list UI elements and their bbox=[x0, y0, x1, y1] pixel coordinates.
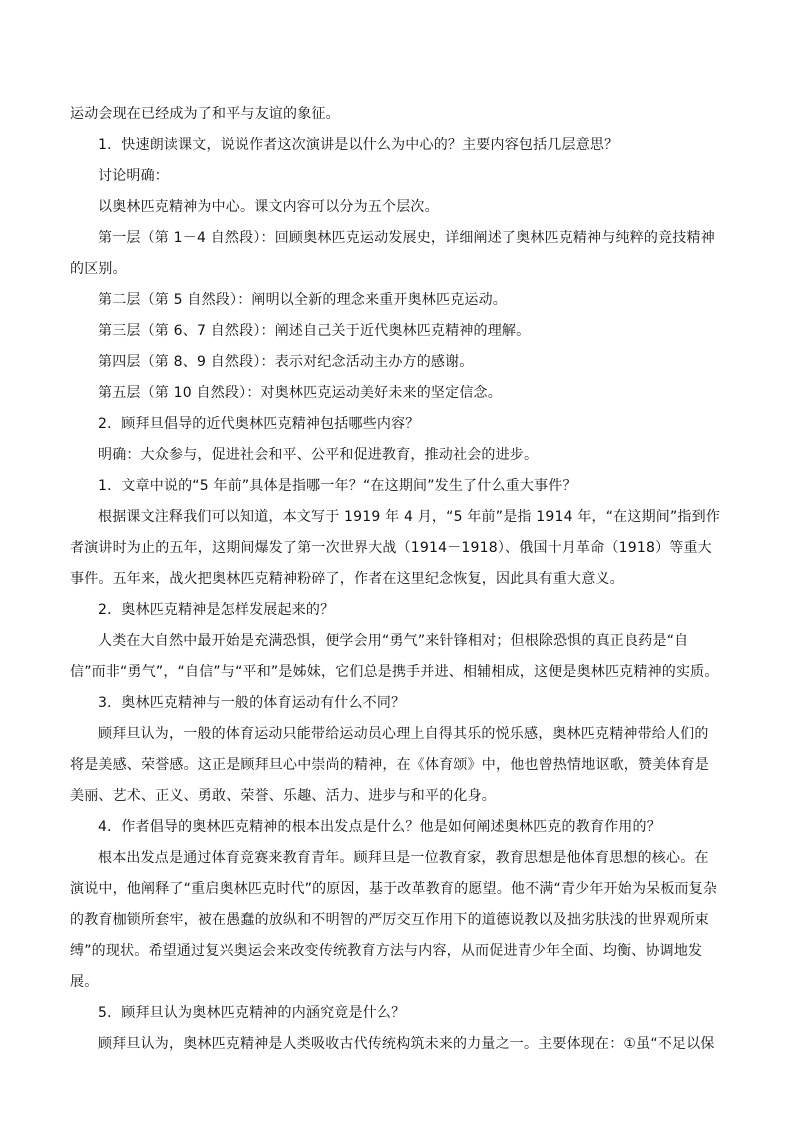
layer-2: 第二层（第 5 自然段）：阐明以全新的理念来重开奥林匹克运动。 bbox=[98, 292, 508, 308]
question-1-speech-center: 1．快速朗读课文，说说作者这次演讲是以什么为中心的？主要内容包括几层意思？ bbox=[98, 137, 619, 153]
answer-difference: 顾拜旦认为，一般的体育运动只能带给运动员心理上自得其乐的悦乐感，奥林匹克精神带给人们的将是美感、荣誉感。这正是顾拜旦心中崇尚的精神，在《体育颂》中，他也曾热情地讴歌，赞美体育是美丽、艺术、正义、勇敢、荣誉、乐趣、活力、进步与和平的化身。 bbox=[70, 726, 709, 804]
answer-five-years: 根据课文注释我们可以知道，本文写于 1919 年 4 月，“5 年前”是指 1914 年，“在这期间”指到作者演讲时为止的五年，这期间爆发了第一次世界大战（1914－1918）、俄国十月革命（1918）等重大事件。五年来，战火把奥林匹克精神粉碎了，作者在这里纪念恢复，因此具有重大意义。 bbox=[70, 509, 721, 587]
question-2-origin: 2．奥林匹克精神是怎样发展起来的？ bbox=[98, 602, 335, 618]
question-4-education: 4．作者倡导的奥林匹克精神的根本出发点是什么？他是如何阐述奥林匹克的教育作用的？ bbox=[98, 819, 661, 835]
question-1-five-years: 1．文章中说的“5 年前”具体是指哪一年？“在这期间”发生了什么重大事件？ bbox=[98, 478, 577, 494]
question-2-modern-spirit: 2．顾拜旦倡导的近代奥林匹克精神包括哪些内容？ bbox=[98, 416, 420, 432]
answer-education: 根本出发点是通过体育竞赛来教育青年。顾拜旦是一位教育家，教育思想是他体育思想的核心。在演说中，他阐释了“重启奥林匹克时代”的原因，基于改革教育的愿望。他不满“青少年开始为呆板而复杂的教育枷锁所套牢，被在愚蠢的放纵和不明智的严厉交互作用下的道德说教以及拙劣肤浅的世界观所束缚”的现状。希望通过复兴奥运会来改变传统教育方法与内容，从而促进青少年全面、均衡、协调地发展。 bbox=[70, 850, 718, 990]
question-5-connotation: 5．顾拜旦认为奥林匹克精神的内涵究竟是什么？ bbox=[98, 1005, 406, 1021]
layer-4: 第四层（第 8、9 自然段）：表示对纪念活动主办方的感谢。 bbox=[98, 354, 474, 370]
answer-2: 明确：大众参与，促进社会和平、公平和促进教育，推动社会的进步。 bbox=[98, 447, 539, 463]
answer-summary: 以奥林匹克精神为中心。课文内容可以分为五个层次。 bbox=[98, 199, 439, 215]
document-body bbox=[70, 99, 722, 1060]
answer-origin: 人类在大自然中最开始是充满恐惧，便学会用“勇气”来针锋相对；但根除恐惧的真正良药是“自信”而非“勇气”，“自信”与“平和”是姊妹，它们总是携手并进、相辅相成，这便是奥林匹克精神的实质。 bbox=[70, 633, 719, 680]
layer-1: 第一层（第 1－4 自然段）：回顾奥林匹克运动发展史，详细阐述了奥林匹克精神与纯粹的竞技精神的区别。 bbox=[70, 230, 715, 277]
question-3-difference: 3．奥林匹克精神与一般的体育运动有什么不同？ bbox=[98, 695, 406, 711]
discussion-label: 讨论明确： bbox=[98, 168, 169, 184]
layer-3: 第三层（第 6、7 自然段）：阐述自己关于近代奥林匹克精神的理解。 bbox=[98, 323, 531, 339]
answer-connotation: 顾拜旦认为，奥林匹克精神是人类吸收古代传统构筑未来的力量之一。主要体现在：①虽“不足以保 bbox=[98, 1036, 715, 1052]
paragraph-intro: 运动会现在已经成为了和平与友谊的象征。 bbox=[70, 106, 340, 122]
layer-5: 第五层（第 10 自然段）：对奥林匹克运动美好未来的坚定信念。 bbox=[98, 385, 502, 401]
